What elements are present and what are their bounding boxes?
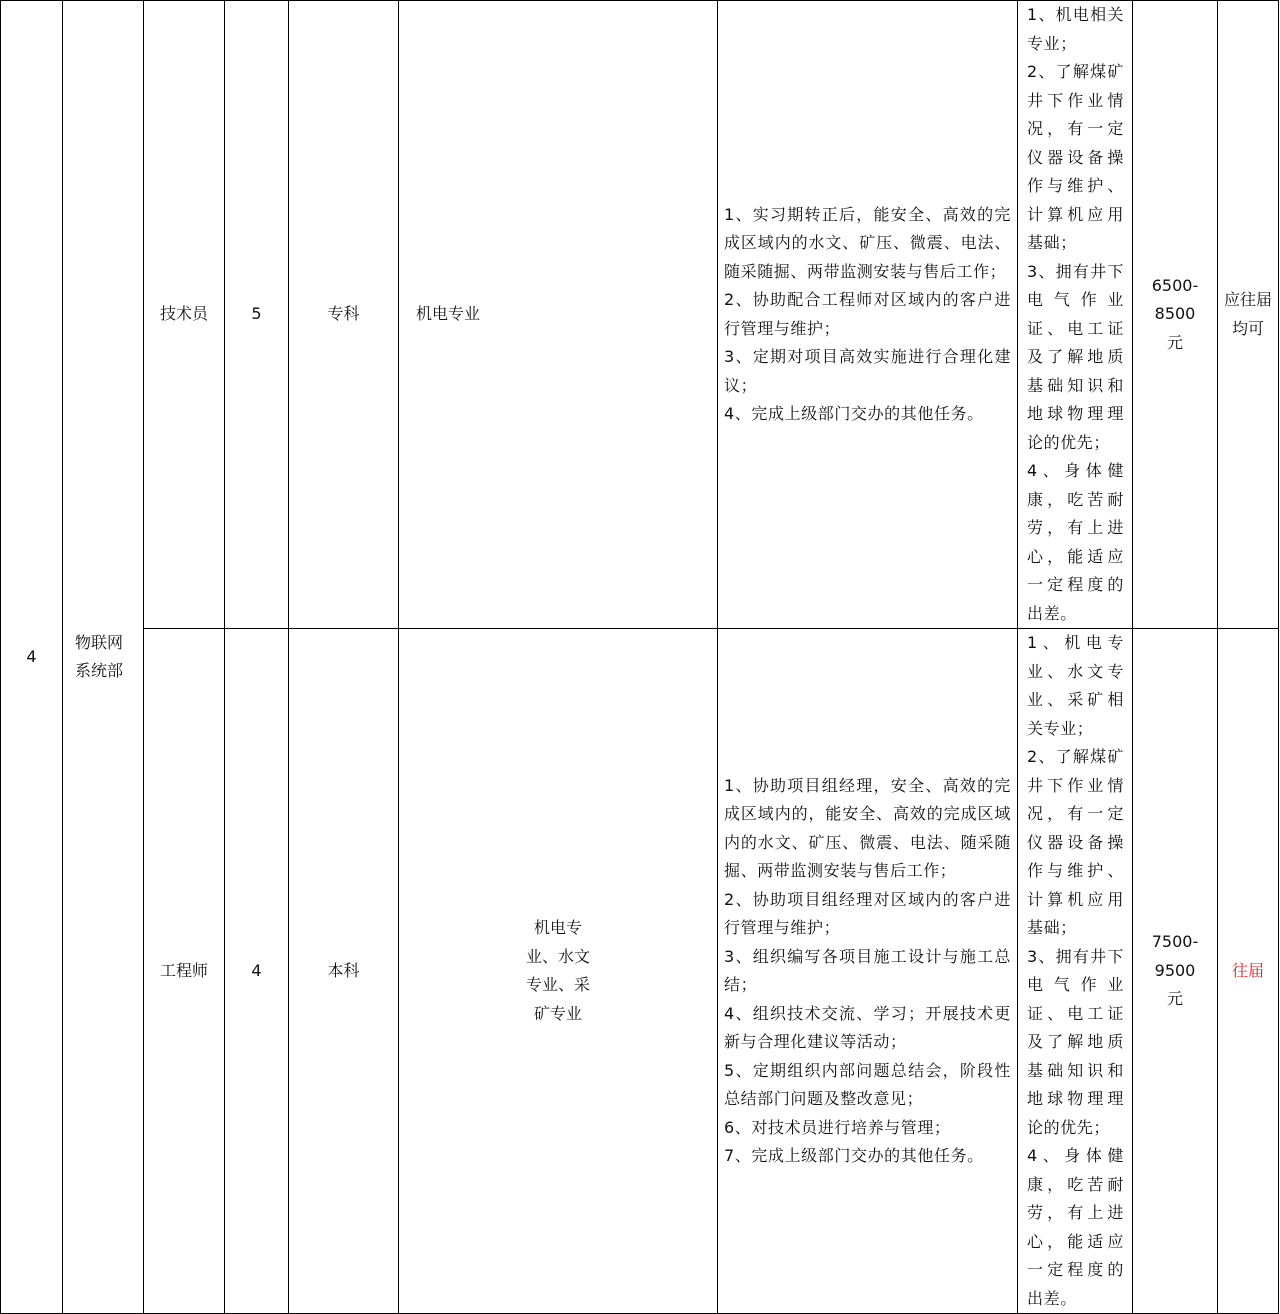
requirement-item: 1、机电相关专业； (1027, 5, 1124, 53)
requirement-item: 4、身体健康，吃苦耐劳，有上进心，能适应一定程度的出差。 (1027, 1146, 1124, 1308)
department-name (63, 1, 144, 1314)
salary-range: 6500-8500 (1151, 275, 1199, 324)
duty-item: 4、完成上级部门交办的其他任务。 (724, 404, 984, 423)
duties-cell (718, 629, 1018, 1314)
duty-item: 3、组织编写各项目施工设计与施工总结； (724, 946, 1011, 994)
headcount-cell (225, 629, 289, 1314)
graduate-cell (1218, 1, 1279, 629)
graduate-text: 往届 (1231, 960, 1264, 980)
table-row (1, 629, 1279, 1314)
duty-item: 2、协助配合工程师对区域内的客户进行管理与维护； (724, 290, 1011, 338)
headcount-text: 4 (251, 960, 262, 980)
duty-item: 1、协助项目组经理，安全、高效的完成区域内的，能安全、高效的完成区域内的水文、矿压、微震、电法、随采随掘、两带监测安装与售后工作； (724, 775, 1011, 880)
requirement-item: 3、拥有井下电气作业证、电工证及了解地质基础知识和地球物理理论的优先； (1027, 261, 1124, 452)
major-text: 机电专 (533, 918, 582, 937)
major-text: 矿专业 (533, 1003, 582, 1023)
major-cell (399, 629, 718, 1314)
duty-item: 5、定期组织内部问题总结会，阶段性总结部门问题及整改意见； (724, 1060, 1011, 1108)
duty-item: 6、对技术员进行培养与管理； (724, 1117, 951, 1137)
requirement-item: 2、了解煤矿井下作业情况，有一定仪器设备操作与维护、计算机应用基础； (1027, 747, 1124, 937)
position-text: 工程师 (159, 960, 208, 980)
requirement-item: 2、了解煤矿井下作业情况，有一定仪器设备操作与维护、计算机应用基础； (1027, 62, 1124, 252)
department-index-text: 4 (26, 646, 37, 666)
graduate-cell (1218, 629, 1279, 1314)
education-cell (289, 1, 399, 629)
major-text: 机电专业 (416, 304, 481, 324)
requirement-item: 1、机电专业、水文专业、采矿相关专业； (1027, 633, 1124, 738)
salary-range: 7500-9500 (1151, 932, 1199, 980)
duty-item: 2、协助项目组经理对区域内的客户进行管理与维护； (724, 889, 1011, 937)
requirement-item: 3、拥有井下电气作业证、电工证及了解地质基础知识和地球物理理论的优先； (1027, 946, 1124, 1137)
position-cell (144, 1, 225, 629)
requirements-cell (1018, 1, 1133, 629)
headcount-text: 5 (251, 304, 262, 324)
salary-unit: 元 (1166, 989, 1183, 1009)
education-text: 本科 (327, 960, 360, 980)
education-text: 专科 (327, 304, 360, 324)
salary-cell (1133, 629, 1218, 1314)
duty-item: 7、完成上级部门交办的其他任务。 (724, 1146, 984, 1165)
department-index (1, 1, 63, 1314)
duty-item: 1、实习期转正后，能安全、高效的完成区域内的水文、矿压、微震、电法、随采随掘、两带监测安装与售后工作； (724, 204, 1011, 281)
position-text: 技术员 (159, 304, 208, 324)
graduate-text: 均可 (1231, 318, 1264, 338)
major-cell (399, 1, 718, 629)
requirement-item: 4、身体健康，吃苦耐劳，有上进心，能适应一定程度的出差。 (1027, 461, 1124, 623)
duties-cell (718, 1, 1018, 629)
requirements-cell (1018, 629, 1133, 1314)
table-row (1, 1, 1279, 629)
duty-item: 4、组织技术交流、学习；开展技术更新与合理化建议等活动； (724, 1003, 1011, 1051)
position-cell (144, 629, 225, 1314)
major-text: 业、水文 (525, 946, 590, 966)
department-name-line: 系统部 (75, 661, 124, 680)
duty-item: 3、定期对项目高效实施进行合理化建议； (724, 347, 1011, 395)
salary-cell (1133, 1, 1218, 629)
salary-unit: 元 (1166, 332, 1183, 352)
headcount-cell (225, 1, 289, 629)
education-cell (289, 629, 399, 1314)
graduate-text: 应往届 (1223, 290, 1272, 309)
major-text: 专业、采 (525, 975, 590, 994)
department-name-line: 物联网 (75, 632, 124, 652)
